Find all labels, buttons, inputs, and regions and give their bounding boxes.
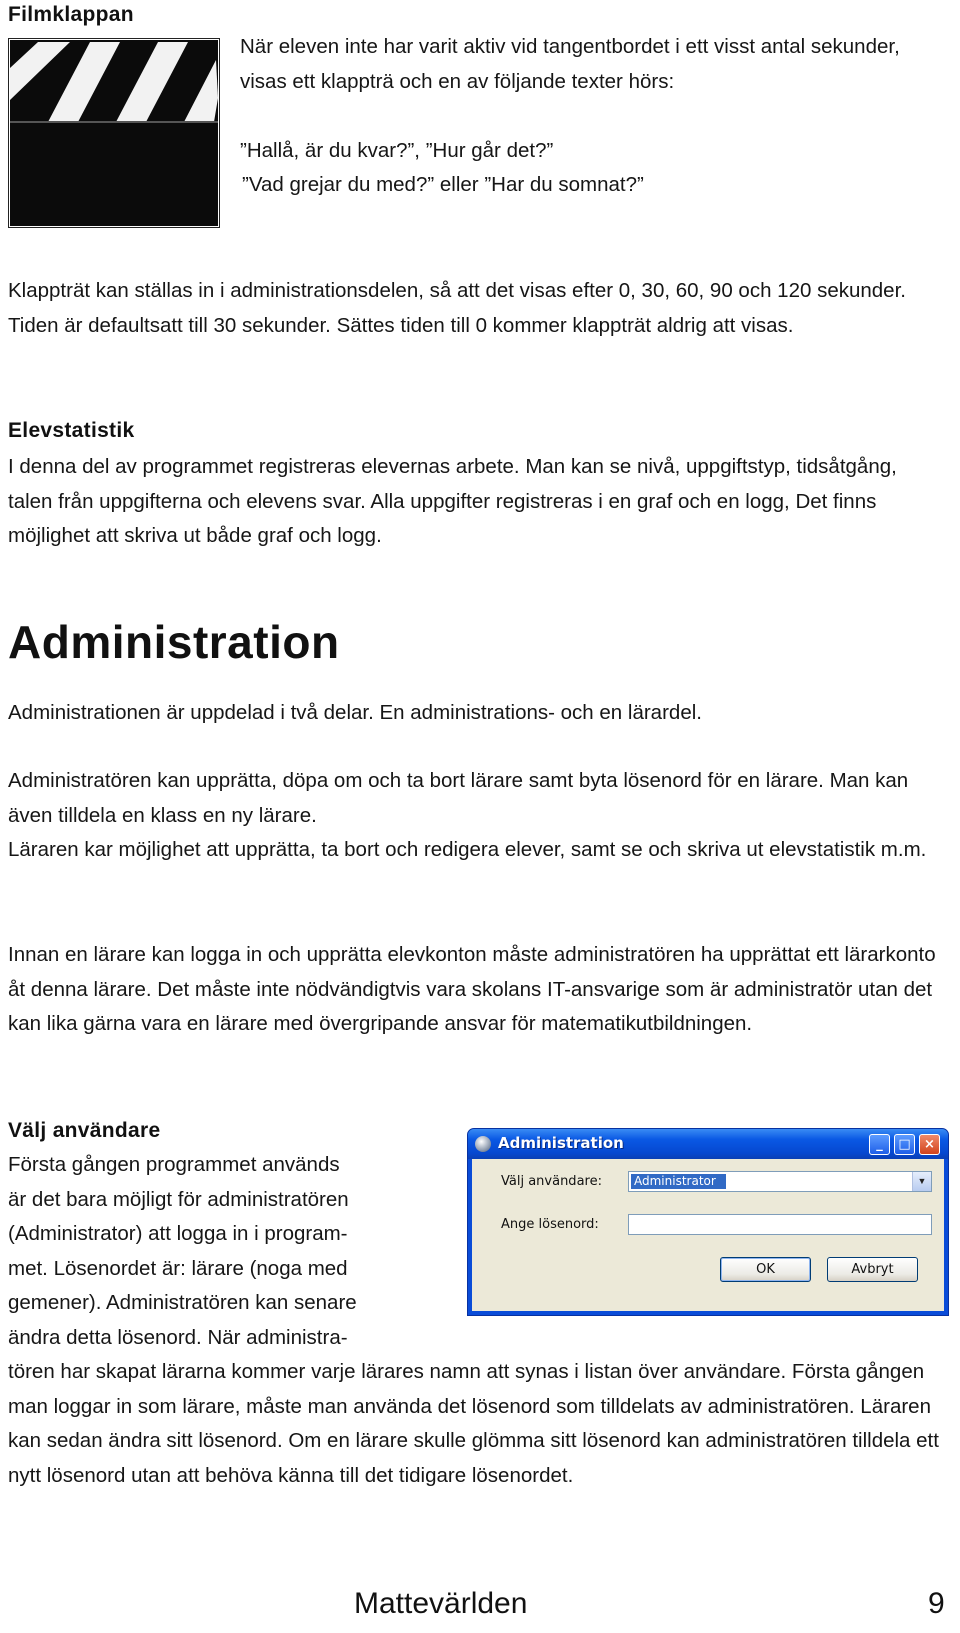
- valj-anvandare-line: met. Lösenordet är: lärare (noga med: [8, 1256, 348, 1280]
- filmklappan-paragraph: Klappträt kan ställas in i administrationsdelen, så att det visas efter 0, 30, 60, 90 och 120 sekunder. Tiden är defaultsatt till 30 sekunder. Sättes tiden till 0 kommer klappträt aldrig att visas.: [8, 279, 906, 337]
- user-select-value: Administrator: [631, 1174, 726, 1189]
- administration-p3: Innan en lärare kan logga in och upprätta elevkonton måste administratören ha upprättat ett lärarkonto åt denna lärare. Det måste inte nödvändigtvis vara skolans IT-ansvarige som är administratör utan det kan lika gärna vara en lärare med övergripande ansvar för matematikutbildningen.: [8, 943, 936, 1035]
- app-icon: [475, 1136, 491, 1152]
- valj-anvandare-line: Första gången programmet används: [8, 1153, 340, 1176]
- valj-anvandare-line: (Administrator) att logga in i program-: [8, 1222, 348, 1245]
- valj-anvandare-line: ändra detta lösenord. När administra-: [8, 1325, 348, 1349]
- minimize-button[interactable]: _: [869, 1134, 890, 1155]
- cancel-button[interactable]: Avbryt: [827, 1257, 918, 1282]
- password-input[interactable]: [628, 1214, 932, 1235]
- maximize-button[interactable]: □: [894, 1134, 915, 1155]
- clapperboard-image: [8, 38, 220, 228]
- section-heading-filmklappan: Filmklappan: [8, 3, 134, 26]
- password-label: Ange lösenord:: [501, 1217, 599, 1232]
- section-heading-elevstatistik: Elevstatistik: [8, 419, 135, 442]
- section-heading-administration: Administration: [8, 616, 340, 668]
- administration-p2-line1: Administratören kan upprätta, döpa om och ta bort lärare samt byta lösenord för en lärare. Man kan även tilldela en klass en ny lärare.: [8, 769, 909, 827]
- close-button[interactable]: ×: [919, 1134, 940, 1155]
- filmklappan-intro: När eleven inte har varit aktiv vid tangentbordet i ett visst antal sekunder, visas ett klappträ och en av följande texter hörs:: [240, 35, 900, 93]
- valj-anvandare-rest: tören har skapat lärarna kommer varje lärares namn att synas i listan över användare. Första gången man loggar in som lärare, måste man använda det lösenord som tilldelats av administratören. Läraren kan sedan ändra sitt lösenord. Om en lärare skulle glömma sitt lösenord kan administratören tilldela ett nytt lösenord utan att behöva känna till det tidigare lösenordet.: [8, 1360, 939, 1487]
- user-label: Välj användare:: [501, 1174, 602, 1189]
- user-select[interactable]: [628, 1171, 932, 1192]
- valj-anvandare-column: [8, 1148, 448, 1355]
- page-number: 9: [928, 1587, 945, 1620]
- dialog-body: [472, 1159, 944, 1311]
- footer-brand: Mattevärlden: [354, 1587, 528, 1620]
- valj-anvandare-line: gemener). Administratören kan senare: [8, 1291, 357, 1314]
- chevron-down-icon[interactable]: ▼: [912, 1172, 931, 1191]
- valj-anvandare-line: är det bara möjligt för administratören: [8, 1187, 349, 1211]
- elevstatistik-paragraph: I denna del av programmet registreras elevernas arbete. Man kan se nivå, uppgiftstyp, tidsåtgång, talen från uppgifterna och elevens svar. Alla uppgifter registreras i en graf och en logg, Det finns möjlighet att skriva ut både graf och logg.: [8, 455, 897, 547]
- administration-dialog: [467, 1128, 949, 1316]
- dialog-titlebar[interactable]: [468, 1129, 948, 1159]
- administration-p2-line2: Läraren kar möjlighet att upprätta, ta bort och redigera elever, samt se och skriva ut elevstatistik m.m.: [8, 838, 927, 861]
- administration-p1: Administrationen är uppdelad i två delar. En administrations- och en lärardel.: [8, 701, 702, 724]
- dialog-title: Administration: [498, 1134, 624, 1152]
- ok-button[interactable]: OK: [720, 1257, 811, 1282]
- filmklappan-quote-2: ”Vad grejar du med?” eller ”Har du somnat?”: [242, 173, 644, 196]
- filmklappan-quote-1: ”Hallå, är du kvar?”, ”Hur går det?”: [240, 139, 554, 162]
- section-heading-valj-anvandare: Välj användare: [8, 1119, 161, 1142]
